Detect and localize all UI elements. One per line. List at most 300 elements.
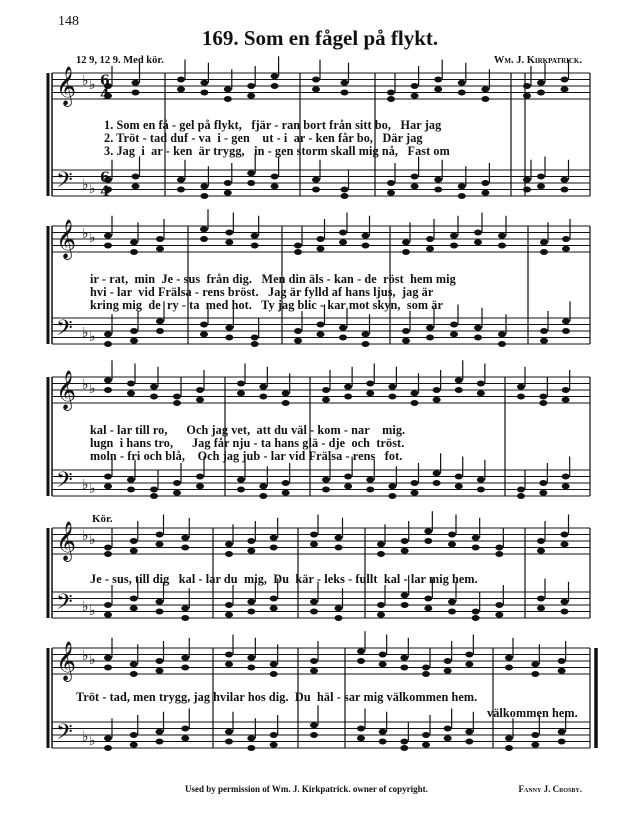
note-head bbox=[481, 86, 489, 92]
note-head bbox=[426, 236, 434, 242]
note-head bbox=[150, 384, 158, 390]
bass-clef-icon: 𝄢 bbox=[56, 168, 73, 198]
meter-marking: 12 9, 12 9. Med kör. bbox=[76, 55, 164, 66]
note-head bbox=[537, 80, 545, 86]
bass-clef-icon: 𝄢 bbox=[56, 720, 73, 750]
note-head bbox=[225, 230, 233, 236]
lyric-line: kal - lar till ro, Och jag vet, att du väl - kom - nar mig. bbox=[90, 423, 406, 437]
lyric-line: 1. Som en få - gel på flykt, fjär - ran bort från sitt bo, Har jag bbox=[104, 118, 442, 132]
note-head bbox=[388, 394, 396, 400]
note-head bbox=[173, 400, 181, 406]
note-head bbox=[156, 532, 164, 538]
note-head bbox=[366, 381, 374, 387]
time-signature: 4 bbox=[100, 184, 110, 200]
lyrics-system-3 bbox=[0, 423, 640, 483]
note-head bbox=[472, 609, 480, 615]
note-head bbox=[377, 551, 385, 557]
note-head bbox=[225, 239, 233, 245]
lyric-line: Tröt - tad, men trygg, jag hvilar hos dig. Du häl - sar mig välkommen hem. bbox=[76, 690, 478, 704]
note-head bbox=[177, 187, 185, 193]
note-head bbox=[433, 397, 441, 403]
note-head bbox=[472, 615, 480, 621]
chorus-label: Kör. bbox=[92, 513, 113, 525]
flat-sign-icon: ♭ bbox=[89, 381, 96, 397]
note-head bbox=[562, 387, 570, 393]
note-head bbox=[540, 239, 548, 245]
flat-sign-icon: ♭ bbox=[89, 230, 96, 246]
note-head bbox=[474, 230, 482, 236]
note-head bbox=[424, 538, 432, 544]
note-head bbox=[411, 183, 419, 189]
note-head bbox=[539, 400, 547, 406]
note-head bbox=[450, 331, 458, 337]
note-head bbox=[540, 249, 548, 255]
note-head bbox=[505, 745, 513, 751]
note-head bbox=[458, 90, 466, 96]
note-head bbox=[150, 487, 158, 493]
treble-clef-icon: 𝄞 bbox=[56, 521, 77, 561]
note-head bbox=[517, 487, 525, 493]
note-head bbox=[104, 243, 112, 249]
time-signature: 6 bbox=[100, 73, 110, 89]
note-head bbox=[259, 483, 267, 489]
flat-sign-icon: ♭ bbox=[82, 648, 89, 664]
note-head bbox=[366, 390, 374, 396]
note-head bbox=[247, 735, 255, 741]
lyric-line: hvi - lar vid Frälsa - rens bröst. Jag är fylld af hans ljus, jag är bbox=[90, 285, 434, 299]
note-head bbox=[251, 335, 259, 341]
note-head bbox=[181, 655, 189, 661]
flat-sign-icon: ♭ bbox=[89, 77, 96, 93]
note-head bbox=[181, 615, 189, 621]
lyric-line: välkommen hem. bbox=[487, 706, 578, 720]
note-head bbox=[424, 528, 432, 534]
flat-sign-icon: ♭ bbox=[89, 603, 96, 619]
note-head bbox=[104, 545, 112, 551]
note-head bbox=[402, 239, 410, 245]
note-head bbox=[341, 187, 349, 193]
note-head bbox=[498, 233, 506, 239]
treble-clef-icon: 𝄞 bbox=[56, 66, 77, 106]
note-head bbox=[387, 190, 395, 196]
note-head bbox=[130, 671, 138, 677]
note-head bbox=[422, 671, 430, 677]
note-head bbox=[362, 331, 370, 337]
note-head bbox=[540, 338, 548, 344]
note-head bbox=[401, 548, 409, 554]
note-head bbox=[127, 381, 135, 387]
note-head bbox=[335, 545, 343, 551]
note-head bbox=[181, 605, 189, 611]
note-head bbox=[339, 230, 347, 236]
note-head bbox=[181, 535, 189, 541]
note-head bbox=[104, 735, 112, 741]
note-head bbox=[312, 77, 320, 83]
note-head bbox=[132, 183, 140, 189]
note-head bbox=[472, 535, 480, 541]
note-head bbox=[104, 655, 112, 661]
note-head bbox=[156, 668, 164, 674]
note-head bbox=[498, 243, 506, 249]
flat-sign-icon: ♭ bbox=[89, 181, 96, 197]
flat-sign-icon: ♭ bbox=[89, 652, 96, 668]
note-head bbox=[312, 86, 320, 92]
note-head bbox=[537, 605, 545, 611]
note-head bbox=[411, 390, 419, 396]
note-head bbox=[387, 180, 395, 186]
note-head bbox=[322, 487, 330, 493]
note-head bbox=[344, 394, 352, 400]
note-head bbox=[237, 381, 245, 387]
note-head bbox=[411, 400, 419, 406]
note-head bbox=[224, 96, 232, 102]
note-head bbox=[537, 90, 545, 96]
note-head bbox=[465, 661, 473, 667]
note-head bbox=[465, 739, 473, 745]
note-head bbox=[433, 387, 441, 393]
note-head bbox=[472, 545, 480, 551]
note-head bbox=[388, 483, 396, 489]
note-head bbox=[458, 183, 466, 189]
note-head bbox=[200, 236, 208, 242]
note-head bbox=[271, 183, 279, 189]
note-head bbox=[400, 665, 408, 671]
note-head bbox=[270, 661, 278, 667]
note-head bbox=[270, 671, 278, 677]
note-head bbox=[247, 745, 255, 751]
note-head bbox=[477, 390, 485, 396]
note-head bbox=[156, 658, 164, 664]
note-head bbox=[132, 90, 140, 96]
note-head bbox=[335, 615, 343, 621]
flat-sign-icon: ♭ bbox=[82, 177, 89, 193]
note-head bbox=[225, 652, 233, 658]
note-head bbox=[156, 609, 164, 615]
note-head bbox=[537, 548, 545, 554]
note-head bbox=[270, 545, 278, 551]
note-head bbox=[104, 331, 112, 337]
bass-clef-icon: 𝄢 bbox=[56, 316, 73, 346]
note-head bbox=[104, 665, 112, 671]
note-head bbox=[127, 390, 135, 396]
note-head bbox=[270, 742, 278, 748]
note-head bbox=[426, 335, 434, 341]
note-head bbox=[344, 483, 352, 489]
note-head bbox=[444, 668, 452, 674]
flat-sign-icon: ♭ bbox=[89, 532, 96, 548]
note-head bbox=[173, 394, 181, 400]
flat-sign-icon: ♭ bbox=[89, 733, 96, 749]
note-head bbox=[561, 609, 569, 615]
note-head bbox=[517, 394, 525, 400]
note-head bbox=[200, 226, 208, 232]
note-head bbox=[402, 338, 410, 344]
note-head bbox=[362, 341, 370, 347]
note-head bbox=[130, 239, 138, 245]
note-head bbox=[357, 735, 365, 741]
note-head bbox=[225, 739, 233, 745]
note-head bbox=[400, 655, 408, 661]
note-head bbox=[558, 658, 566, 664]
note-head bbox=[200, 331, 208, 337]
note-head bbox=[270, 535, 278, 541]
note-head bbox=[317, 246, 325, 252]
note-head bbox=[481, 96, 489, 102]
note-head bbox=[251, 243, 259, 249]
note-head bbox=[450, 243, 458, 249]
note-head bbox=[517, 493, 525, 499]
flat-sign-icon: ♭ bbox=[89, 329, 96, 345]
note-head bbox=[400, 745, 408, 751]
note-head bbox=[310, 668, 318, 674]
note-head bbox=[531, 742, 539, 748]
note-head bbox=[357, 658, 365, 664]
note-head bbox=[341, 193, 349, 199]
note-head bbox=[310, 541, 318, 547]
note-head bbox=[357, 648, 365, 654]
note-head bbox=[561, 532, 569, 538]
note-head bbox=[561, 541, 569, 547]
note-head bbox=[130, 605, 138, 611]
note-head bbox=[104, 602, 112, 608]
note-head bbox=[173, 490, 181, 496]
note-head bbox=[225, 602, 233, 608]
note-head bbox=[104, 341, 112, 347]
note-head bbox=[341, 80, 349, 86]
note-head bbox=[247, 538, 255, 544]
note-head bbox=[259, 394, 267, 400]
note-head bbox=[177, 77, 185, 83]
note-head bbox=[224, 180, 232, 186]
lyrics-system-5 bbox=[0, 690, 640, 735]
note-head bbox=[270, 605, 278, 611]
note-head bbox=[282, 400, 290, 406]
note-head bbox=[322, 387, 330, 393]
note-head bbox=[434, 86, 442, 92]
note-head bbox=[247, 548, 255, 554]
note-head bbox=[561, 187, 569, 193]
note-head bbox=[225, 661, 233, 667]
note-head bbox=[104, 745, 112, 751]
note-head bbox=[377, 612, 385, 618]
flat-sign-icon: ♭ bbox=[89, 481, 96, 497]
note-head bbox=[181, 665, 189, 671]
note-head bbox=[130, 548, 138, 554]
note-head bbox=[339, 239, 347, 245]
note-head bbox=[505, 655, 513, 661]
note-head bbox=[237, 487, 245, 493]
note-head bbox=[477, 487, 485, 493]
note-head bbox=[498, 341, 506, 347]
lyric-line: kring mig de ry - ta med hot. Ty jag blic - kar mot skyn, som är bbox=[90, 298, 443, 312]
hymn-title: 169. Som en fågel på flykt. bbox=[201, 26, 439, 50]
note-head bbox=[387, 90, 395, 96]
note-head bbox=[104, 612, 112, 618]
note-head bbox=[156, 236, 164, 242]
note-head bbox=[130, 742, 138, 748]
permission-note: Used by permission of Wm. J. Kirkpatrick. owner of copyright. bbox=[185, 784, 428, 794]
note-head bbox=[130, 249, 138, 255]
note-head bbox=[259, 493, 267, 499]
note-head bbox=[402, 249, 410, 255]
note-head bbox=[344, 384, 352, 390]
note-head bbox=[247, 93, 255, 99]
note-head bbox=[562, 483, 570, 489]
note-head bbox=[130, 538, 138, 544]
note-head bbox=[424, 605, 432, 611]
note-head bbox=[156, 246, 164, 252]
note-head bbox=[224, 86, 232, 92]
note-head bbox=[322, 397, 330, 403]
note-head bbox=[196, 483, 204, 489]
note-head bbox=[130, 338, 138, 344]
bass-clef-icon: 𝄢 bbox=[56, 590, 73, 620]
note-head bbox=[377, 541, 385, 547]
note-head bbox=[474, 239, 482, 245]
note-head bbox=[477, 381, 485, 387]
note-head bbox=[387, 96, 395, 102]
note-head bbox=[200, 90, 208, 96]
note-head bbox=[366, 487, 374, 493]
note-head bbox=[259, 384, 267, 390]
note-head bbox=[505, 665, 513, 671]
flat-sign-icon: ♭ bbox=[82, 729, 89, 745]
flat-sign-icon: ♭ bbox=[82, 528, 89, 544]
note-head bbox=[271, 73, 279, 79]
note-head bbox=[132, 80, 140, 86]
note-head bbox=[225, 541, 233, 547]
lyric-line: lugn i hans tro, Jag får nju - ta hans glä - dje och tröst. bbox=[90, 436, 405, 450]
note-head bbox=[379, 661, 387, 667]
note-head bbox=[225, 612, 233, 618]
note-head bbox=[448, 541, 456, 547]
note-head bbox=[362, 233, 370, 239]
note-head bbox=[251, 341, 259, 347]
note-head bbox=[537, 538, 545, 544]
treble-clef-icon: 𝄞 bbox=[56, 641, 77, 681]
page-number: 148 bbox=[58, 14, 79, 29]
note-head bbox=[181, 545, 189, 551]
note-head bbox=[495, 551, 503, 557]
note-head bbox=[379, 652, 387, 658]
note-head bbox=[401, 602, 409, 608]
note-head bbox=[251, 233, 259, 239]
note-head bbox=[388, 493, 396, 499]
note-head bbox=[539, 394, 547, 400]
note-head bbox=[104, 387, 112, 393]
note-head bbox=[130, 661, 138, 667]
note-head bbox=[539, 490, 547, 496]
note-head bbox=[156, 541, 164, 547]
note-head bbox=[156, 739, 164, 745]
note-head bbox=[562, 246, 570, 252]
note-head bbox=[237, 390, 245, 396]
note-head bbox=[377, 602, 385, 608]
note-head bbox=[388, 384, 396, 390]
note-head bbox=[531, 671, 539, 677]
note-head bbox=[362, 243, 370, 249]
lyrics-system-2 bbox=[0, 272, 640, 332]
note-head bbox=[474, 335, 482, 341]
note-head bbox=[247, 83, 255, 89]
note-head bbox=[455, 387, 463, 393]
note-head bbox=[294, 243, 302, 249]
flat-sign-icon: ♭ bbox=[82, 73, 89, 89]
note-head bbox=[411, 83, 419, 89]
note-head bbox=[312, 187, 320, 193]
note-head bbox=[434, 77, 442, 83]
note-head bbox=[339, 335, 347, 341]
note-head bbox=[558, 668, 566, 674]
flat-sign-icon: ♭ bbox=[82, 226, 89, 242]
note-head bbox=[310, 658, 318, 664]
note-head bbox=[225, 551, 233, 557]
lyrics-system-1 bbox=[0, 118, 640, 178]
note-head bbox=[465, 652, 473, 658]
treble-clef-icon: 𝄞 bbox=[56, 219, 77, 259]
note-head bbox=[310, 609, 318, 615]
flat-sign-icon: ♭ bbox=[82, 477, 89, 493]
note-head bbox=[104, 377, 112, 383]
note-head bbox=[401, 538, 409, 544]
note-head bbox=[481, 180, 489, 186]
note-head bbox=[444, 658, 452, 664]
time-signature: 6 bbox=[100, 170, 110, 186]
note-head bbox=[379, 739, 387, 745]
note-head bbox=[448, 532, 456, 538]
note-head bbox=[458, 193, 466, 199]
note-head bbox=[444, 735, 452, 741]
time-signature: 4 bbox=[100, 87, 110, 103]
note-head bbox=[561, 77, 569, 83]
note-head bbox=[181, 735, 189, 741]
note-head bbox=[247, 655, 255, 661]
note-head bbox=[505, 735, 513, 741]
note-head bbox=[562, 397, 570, 403]
note-head bbox=[335, 535, 343, 541]
note-head bbox=[271, 83, 279, 89]
note-head bbox=[523, 83, 531, 89]
note-head bbox=[225, 335, 233, 341]
note-head bbox=[422, 665, 430, 671]
flat-sign-icon: ♭ bbox=[82, 377, 89, 393]
note-head bbox=[455, 377, 463, 383]
lyric-line: moln - fri och blå, Och jag jub - lar vid Frälsa - rens fot. bbox=[90, 449, 403, 463]
note-head bbox=[317, 331, 325, 337]
note-head bbox=[531, 661, 539, 667]
lyrics-system-4 bbox=[0, 572, 640, 602]
note-head bbox=[411, 93, 419, 99]
note-head bbox=[196, 387, 204, 393]
note-head bbox=[200, 193, 208, 199]
lyric-line: 2. Tröt - tad duf - va i - gen ut - i ar - ken får bo, Där jag bbox=[104, 131, 423, 145]
note-head bbox=[150, 394, 158, 400]
composer-credit: Wm. J. Kirkpatrick. bbox=[493, 55, 582, 66]
note-head bbox=[200, 80, 208, 86]
note-head bbox=[455, 483, 463, 489]
note-head bbox=[537, 183, 545, 189]
note-head bbox=[317, 236, 325, 242]
note-head bbox=[247, 609, 255, 615]
author-credit: Fanny J. Crosby. bbox=[518, 784, 582, 794]
treble-clef-icon: 𝄞 bbox=[56, 370, 77, 410]
note-head bbox=[458, 80, 466, 86]
note-head bbox=[127, 487, 135, 493]
note-head bbox=[247, 180, 255, 186]
flat-sign-icon: ♭ bbox=[82, 325, 89, 341]
note-head bbox=[434, 187, 442, 193]
note-head bbox=[448, 609, 456, 615]
